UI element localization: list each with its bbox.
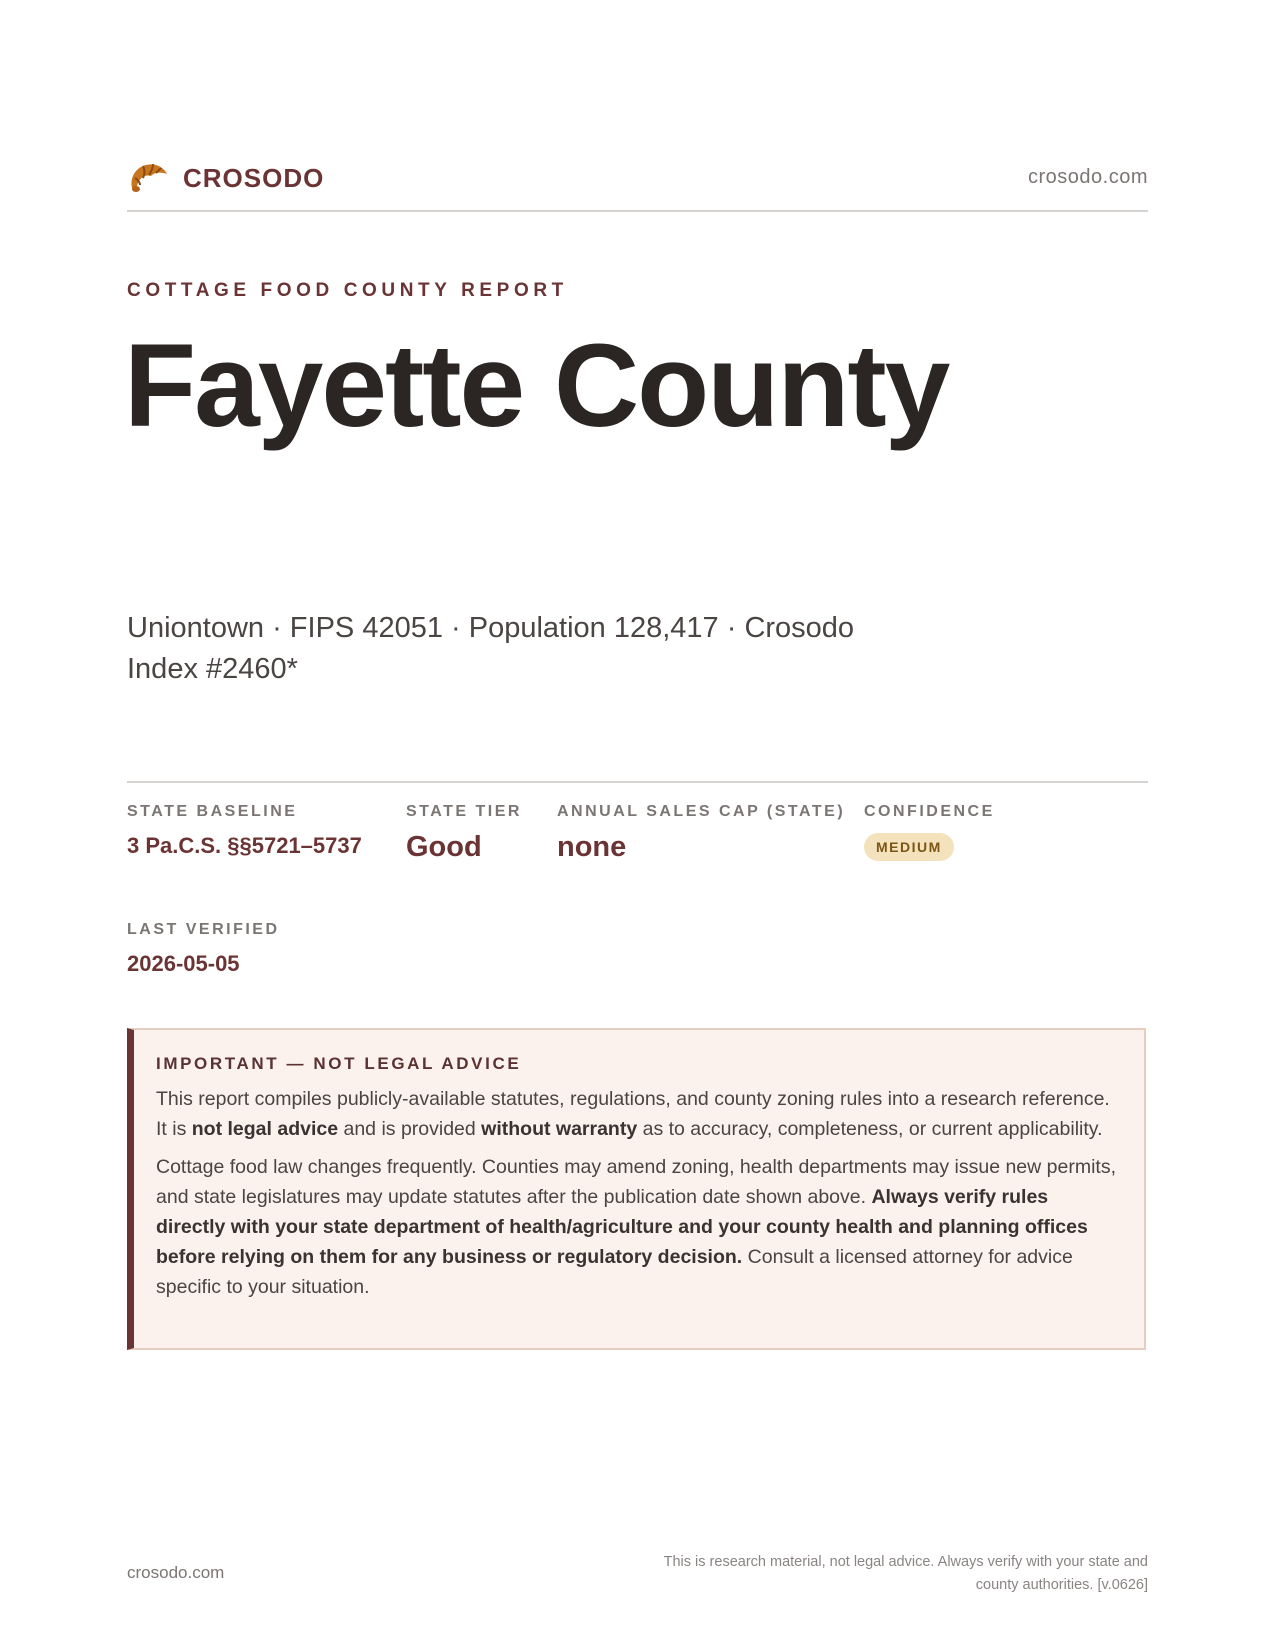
notice-body bbox=[156, 1084, 1116, 1310]
stat-label: STATE BASELINE bbox=[127, 803, 298, 820]
notice-paragraph bbox=[156, 1084, 1116, 1144]
stat-label: LAST VERIFIED bbox=[127, 921, 280, 938]
notice-text: This report compiles publicly-available statutes, regulations, and county zoning rules into a research reference. It is bbox=[156, 1088, 1110, 1140]
page-title: Fayette County bbox=[124, 320, 949, 452]
report-subtitle: Uniontown · FIPS 42051 · Population 128,417 · Crosodo Index #2460* bbox=[127, 612, 855, 685]
stat-last-verified bbox=[127, 921, 280, 977]
section-divider bbox=[127, 781, 1148, 783]
report-eyebrow: COTTAGE FOOD COUNTY REPORT bbox=[127, 280, 568, 301]
stat-value: 3 Pa.C.S. §§5721–5737 bbox=[127, 833, 362, 858]
site-url[interactable]: crosodo.com bbox=[1028, 166, 1148, 188]
stat-label: CONFIDENCE bbox=[864, 803, 995, 820]
notice-text: and is provided bbox=[338, 1118, 482, 1140]
stat-confidence bbox=[864, 803, 995, 861]
notice-text: Cottage food law changes frequently. Counties may amend zoning, health departments may issue new permits, and state legislatures may update statutes after the publication date shown above. bbox=[156, 1156, 1116, 1208]
footer-site-url[interactable]: crosodo.com bbox=[127, 1563, 225, 1582]
brand bbox=[127, 160, 324, 196]
legal-notice bbox=[127, 1028, 1146, 1350]
footer-disclaimer: This is research material, not legal advice. Always verify with your state and county authorities. [v.0626] bbox=[663, 1554, 1148, 1593]
notice-text: as to accuracy, completeness, or current applicability. bbox=[637, 1118, 1103, 1140]
stat-state-baseline bbox=[127, 803, 362, 859]
notice-emphasis: without warranty bbox=[481, 1118, 638, 1140]
stat-value: none bbox=[557, 831, 627, 863]
stat-value: 2026-05-05 bbox=[127, 951, 240, 976]
notice-paragraph bbox=[156, 1152, 1116, 1302]
stat-sales-cap bbox=[557, 803, 845, 864]
confidence-badge: MEDIUM bbox=[864, 833, 954, 861]
brand-name: CROSODO bbox=[183, 162, 325, 193]
notice-heading: IMPORTANT — NOT LEGAL ADVICE bbox=[156, 1054, 522, 1073]
report-page bbox=[124, 0, 1148, 1650]
notice-emphasis: Always verify rules directly with your state department of health/agriculture and your county health and planning offices before relying on them for any business or regulatory decision. bbox=[156, 1186, 1088, 1268]
stat-value: Good bbox=[406, 831, 482, 863]
stat-label: STATE TIER bbox=[406, 803, 522, 820]
croissant-icon bbox=[127, 160, 169, 196]
page-header bbox=[127, 160, 1148, 212]
notice-text: Consult a licensed attorney for advice specific to your situation. bbox=[156, 1246, 1073, 1298]
stat-label: ANNUAL SALES CAP (STATE) bbox=[557, 803, 846, 820]
stat-state-tier bbox=[406, 803, 522, 864]
notice-emphasis: not legal advice bbox=[191, 1118, 339, 1140]
